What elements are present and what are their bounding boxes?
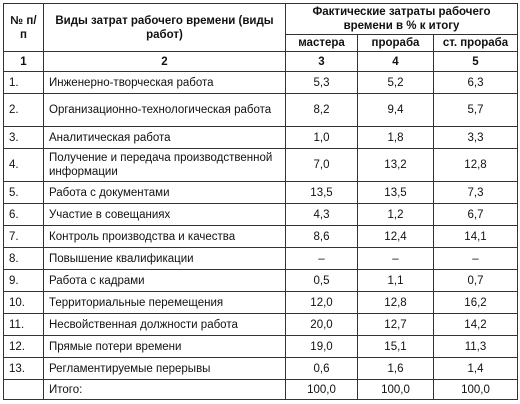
row-work-type: Участие в совещаниях	[44, 204, 286, 226]
header-senior-foreman: ст. прораба	[434, 35, 518, 52]
header-foreman: прораба	[358, 35, 434, 52]
row-value-foreman: 13,2	[358, 149, 434, 182]
row-value-master: 5,3	[286, 72, 358, 94]
row-value-master: 7,0	[286, 149, 358, 182]
row-value-foreman: 1,8	[358, 127, 434, 149]
row-number: 7.	[4, 226, 44, 248]
row-value-master: 1,0	[286, 127, 358, 149]
total-senior-foreman: 100,0	[434, 380, 518, 400]
row-number: 11.	[4, 314, 44, 336]
table-row	[4, 204, 518, 226]
row-number: 2.	[4, 94, 44, 127]
total-row	[4, 380, 518, 400]
table-row	[4, 94, 518, 127]
row-work-type: Повышение квалификации	[44, 248, 286, 270]
row-value-senior-foreman: 6,7	[434, 204, 518, 226]
table-row	[4, 248, 518, 270]
row-number: 3.	[4, 127, 44, 149]
row-value-master: 13,5	[286, 182, 358, 204]
row-value-senior-foreman: 14,2	[434, 314, 518, 336]
row-value-foreman: 5,2	[358, 72, 434, 94]
table-row	[4, 358, 518, 380]
row-value-foreman: 12,8	[358, 292, 434, 314]
col-number: 4	[358, 52, 434, 72]
row-value-foreman: 1,6	[358, 358, 434, 380]
total-foreman: 100,0	[358, 380, 434, 400]
row-value-master: 0,6	[286, 358, 358, 380]
row-number: 10.	[4, 292, 44, 314]
row-number: 9.	[4, 270, 44, 292]
table-row	[4, 270, 518, 292]
total-empty-cell	[4, 380, 44, 400]
row-value-master: 8,6	[286, 226, 358, 248]
row-value-foreman: 1,1	[358, 270, 434, 292]
header-num: № п/п	[4, 4, 44, 52]
col-number: 1	[4, 52, 44, 72]
row-work-type: Получение и передача производственной информации	[44, 149, 286, 182]
col-number: 2	[44, 52, 286, 72]
row-value-master: 20,0	[286, 314, 358, 336]
row-value-master: 8,2	[286, 94, 358, 127]
row-work-type: Несвойственная должности работа	[44, 314, 286, 336]
row-work-type: Контроль производства и качества	[44, 226, 286, 248]
row-number: 1.	[4, 72, 44, 94]
row-value-senior-foreman: 14,1	[434, 226, 518, 248]
row-work-type: Территориальные перемещения	[44, 292, 286, 314]
row-work-type: Прямые потери времени	[44, 336, 286, 358]
col-number: 5	[434, 52, 518, 72]
row-value-senior-foreman: 12,8	[434, 149, 518, 182]
row-work-type: Инженерно-творческая работа	[44, 72, 286, 94]
row-value-master: 19,0	[286, 336, 358, 358]
header-group: Фактические затраты рабочего времени в % к итогу	[286, 4, 518, 35]
work-time-table	[3, 3, 518, 400]
row-value-foreman: 13,5	[358, 182, 434, 204]
row-number: 8.	[4, 248, 44, 270]
row-value-master: –	[286, 248, 358, 270]
table-row	[4, 149, 518, 182]
row-value-senior-foreman: 7,3	[434, 182, 518, 204]
table-row	[4, 127, 518, 149]
row-value-master: 4,3	[286, 204, 358, 226]
row-work-type: Организационно-технологическая работа	[44, 94, 286, 127]
row-value-senior-foreman: 1,4	[434, 358, 518, 380]
row-value-master: 12,0	[286, 292, 358, 314]
column-number-row	[4, 52, 518, 72]
row-work-type: Регламентируемые перерывы	[44, 358, 286, 380]
row-number: 13.	[4, 358, 44, 380]
table-row	[4, 72, 518, 94]
row-value-senior-foreman: –	[434, 248, 518, 270]
table-row	[4, 336, 518, 358]
row-value-senior-foreman: 3,3	[434, 127, 518, 149]
table-row	[4, 182, 518, 204]
row-value-foreman: 12,4	[358, 226, 434, 248]
row-work-type: Работа с кадрами	[44, 270, 286, 292]
header-master: мастера	[286, 35, 358, 52]
row-value-foreman: –	[358, 248, 434, 270]
total-master: 100,0	[286, 380, 358, 400]
row-value-foreman: 15,1	[358, 336, 434, 358]
row-number: 4.	[4, 149, 44, 182]
row-number: 12.	[4, 336, 44, 358]
row-work-type: Работа с документами	[44, 182, 286, 204]
table-row	[4, 292, 518, 314]
row-value-foreman: 12,7	[358, 314, 434, 336]
header-work-types: Виды затрат рабочего времени (виды работ)	[44, 4, 286, 52]
row-value-senior-foreman: 5,7	[434, 94, 518, 127]
row-number: 6.	[4, 204, 44, 226]
row-value-senior-foreman: 6,3	[434, 72, 518, 94]
row-value-senior-foreman: 0,7	[434, 270, 518, 292]
row-value-foreman: 1,2	[358, 204, 434, 226]
row-number: 5.	[4, 182, 44, 204]
table-row	[4, 314, 518, 336]
row-value-senior-foreman: 11,3	[434, 336, 518, 358]
row-value-master: 0,5	[286, 270, 358, 292]
total-label: Итого:	[44, 380, 286, 400]
col-number: 3	[286, 52, 358, 72]
row-value-senior-foreman: 16,2	[434, 292, 518, 314]
row-work-type: Аналитическая работа	[44, 127, 286, 149]
table-row	[4, 226, 518, 248]
row-value-foreman: 9,4	[358, 94, 434, 127]
